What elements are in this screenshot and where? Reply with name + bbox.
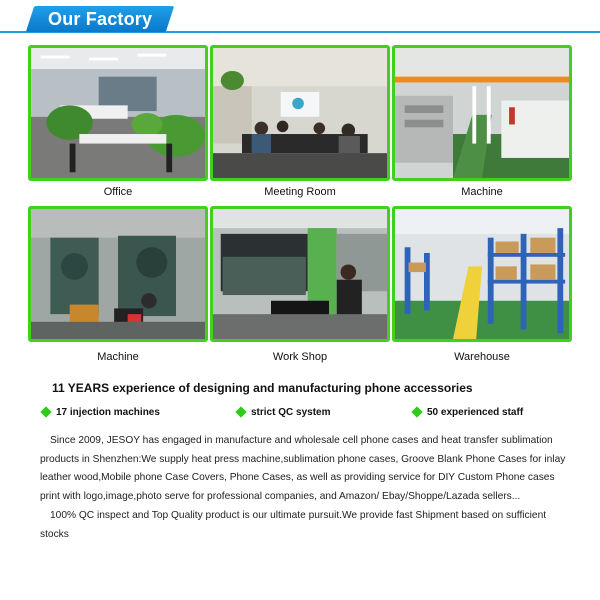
photo-office — [28, 45, 208, 181]
company-description: Since 2009, JESOY has engaged in manufacture and wholesale cell phone cases and heat transfer sublimation products in Shenzhen:We supply heat press machine,sublimation phone cases, Groove Blank Phone Cases for inlay leather wood,Mobile phone Case Covers, Phone Cases, as well as providing service for DIY Custom Phone cases print with logo,image,photo serve for professional companies, and Amazon/ Ebay/Shoppe/Lazada sellers... — [40, 435, 566, 502]
photo-machine-hall — [392, 45, 572, 181]
photo-caption: Work Shop — [272, 351, 328, 363]
photo-caption: Meeting Room — [264, 186, 336, 198]
feature-item — [413, 405, 523, 419]
feature-label: 50 experienced staff — [427, 406, 524, 418]
feature-item — [42, 405, 160, 419]
diamond-bullet-icon — [40, 406, 51, 417]
photo-caption: Machine — [461, 186, 503, 198]
photo-warehouse — [392, 206, 572, 342]
section-header — [0, 0, 600, 40]
photo-caption: Warehouse — [454, 351, 510, 363]
feature-label: 17 injection machines — [56, 406, 160, 418]
photo-press-machine — [28, 206, 208, 342]
photo-caption: Office — [103, 186, 133, 198]
photo-caption: Machine — [97, 351, 139, 363]
diamond-bullet-icon — [235, 406, 246, 417]
page-title: Our Factory — [48, 9, 153, 29]
photo-workshop — [210, 206, 390, 342]
feature-label: strict QC system — [251, 406, 331, 418]
diamond-bullet-icon — [411, 406, 422, 417]
feature-item — [237, 405, 330, 419]
experience-title: 11 YEARS experience of designing and manufacturing phone accessories — [52, 381, 473, 395]
quality-statement: 100% QC inspect and Top Quality product is our ultimate pursuit.We provide fast Shipment based on sufficient stocks — [40, 510, 547, 540]
photo-meeting-room — [210, 45, 390, 181]
